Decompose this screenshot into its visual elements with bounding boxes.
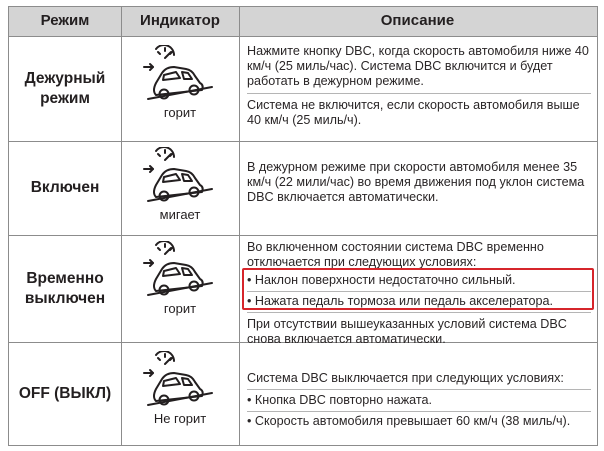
indicator-state: горит xyxy=(163,105,197,120)
description-text: Система DBC выключается при следующих условиях: xyxy=(247,371,564,385)
header-mode: Режим xyxy=(40,12,90,29)
header-indicator: Индикатор xyxy=(140,12,220,29)
list-item: • Кнопка DBC повторно нажата. xyxy=(247,393,432,407)
indicator-temporarily-off xyxy=(121,241,239,316)
list-item: • Наклон поверхности недостаточно сильный. xyxy=(247,273,516,287)
mode-label: Дежурный режим xyxy=(24,70,106,107)
highlight-box xyxy=(242,268,594,310)
description-text: Во включенном состоянии система DBC временно отключается при следующих условиях: xyxy=(247,240,544,269)
divider xyxy=(247,93,591,94)
mode-on xyxy=(9,141,121,235)
description-on xyxy=(247,160,591,205)
downhill-car-icon xyxy=(121,45,239,103)
description-standby xyxy=(247,44,591,128)
mode-temporarily-off xyxy=(9,235,121,342)
divider xyxy=(247,411,591,412)
downhill-car-icon xyxy=(121,351,239,409)
description-text: Система не включится, если скорость автомобиля выше 40 км/ч (25 миль/ч). xyxy=(247,98,580,127)
indicator-state: мигает xyxy=(159,207,201,222)
header-description: Описание xyxy=(380,12,455,29)
downhill-car-icon xyxy=(121,147,239,205)
mode-standby xyxy=(9,37,121,141)
indicator-state: горит xyxy=(163,301,197,316)
description-text: Нажмите кнопку DBC, когда скорость автомобиля ниже 40 км/ч (25 миль/час). Система DBC включится и будет работать в дежурном режиме. xyxy=(247,44,589,88)
mode-label: Временно выключен xyxy=(24,269,106,307)
dbc-mode-table xyxy=(8,6,598,446)
divider xyxy=(247,312,591,313)
mode-off xyxy=(9,342,121,445)
description-off xyxy=(247,371,591,429)
description-text: При отсутствии вышеуказанных условий система DBC снова включается автоматически. xyxy=(247,317,567,346)
table-header xyxy=(9,7,597,37)
mode-label: Включен xyxy=(30,179,100,196)
description-text: В дежурном режиме при скорости автомобиля менее 35 км/ч (22 мили/час) во время движения под уклон система DBC включается автоматически. xyxy=(247,160,585,204)
list-item: • Скорость автомобиля превышает 60 км/ч (38 миль/ч). xyxy=(247,414,571,428)
column-divider xyxy=(239,7,240,445)
indicator-on xyxy=(121,147,239,222)
indicator-state: Не горит xyxy=(153,411,207,426)
downhill-car-icon xyxy=(121,241,239,299)
indicator-standby xyxy=(121,45,239,120)
list-item: • Нажата педаль тормоза или педаль акселератора. xyxy=(247,294,554,308)
divider xyxy=(247,389,591,390)
indicator-off xyxy=(121,351,239,426)
mode-label: OFF (ВЫКЛ) xyxy=(18,384,112,402)
